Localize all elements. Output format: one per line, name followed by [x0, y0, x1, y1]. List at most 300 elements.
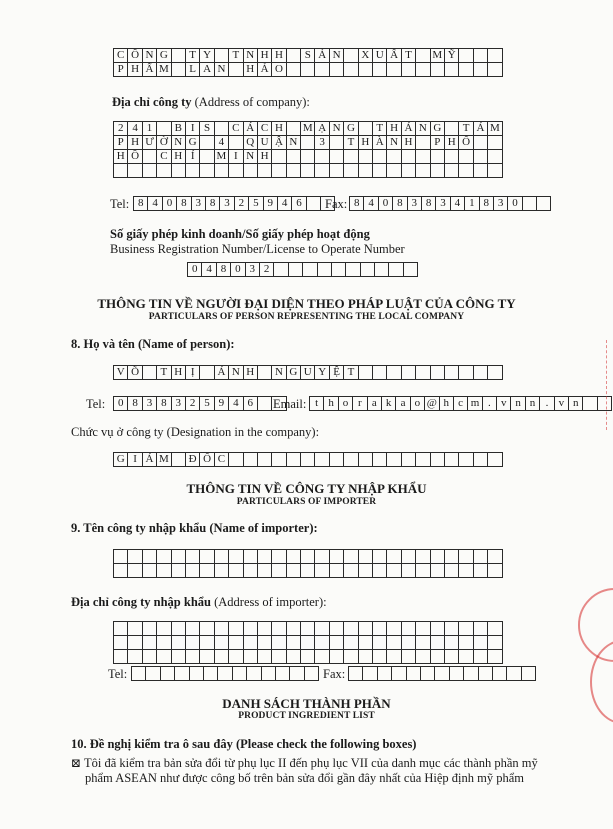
grid-cell[interactable]: L: [185, 62, 200, 77]
grid-cell[interactable]: [444, 365, 459, 380]
grid-cell[interactable]: V: [113, 365, 128, 380]
grid-cell[interactable]: [174, 666, 189, 681]
importer-fax-grid[interactable]: [348, 666, 536, 681]
grid-cell[interactable]: [458, 62, 473, 77]
grid-cell[interactable]: [329, 163, 344, 178]
grid-cell[interactable]: H: [257, 48, 272, 63]
grid-cell[interactable]: [257, 365, 272, 380]
grid-cell[interactable]: [160, 666, 175, 681]
grid-cell[interactable]: [415, 549, 430, 564]
grid-cell[interactable]: [317, 262, 332, 277]
grid-cell[interactable]: [406, 666, 421, 681]
grid-cell[interactable]: [343, 563, 358, 578]
grid-cell[interactable]: [522, 196, 537, 211]
grid-cell[interactable]: [199, 635, 214, 650]
grid-cell[interactable]: [271, 649, 286, 664]
grid-cell[interactable]: [458, 365, 473, 380]
grid-cell[interactable]: [449, 666, 464, 681]
grid-cell[interactable]: [458, 649, 473, 664]
grid-cell[interactable]: [329, 549, 344, 564]
grid-cell[interactable]: À: [372, 135, 387, 150]
grid-cell[interactable]: I: [228, 149, 243, 164]
grid-cell[interactable]: [487, 62, 502, 77]
grid-cell[interactable]: .: [539, 396, 554, 411]
grid-cell[interactable]: 5: [199, 396, 214, 411]
grid-cell[interactable]: [156, 649, 171, 664]
grid-cell[interactable]: [171, 549, 186, 564]
grid-cell[interactable]: h: [323, 396, 338, 411]
grid-cell[interactable]: [156, 549, 171, 564]
grid-cell[interactable]: [458, 48, 473, 63]
grid-cell[interactable]: [458, 621, 473, 636]
grid-cell[interactable]: Ả: [257, 62, 272, 77]
grid-cell[interactable]: [444, 149, 459, 164]
grid-cell[interactable]: [401, 163, 416, 178]
grid-cell[interactable]: [444, 452, 459, 467]
grid-cell[interactable]: [415, 365, 430, 380]
grid-cell[interactable]: T: [343, 135, 358, 150]
grid-cell[interactable]: [217, 666, 232, 681]
grid-cell[interactable]: 8: [349, 196, 364, 211]
grid-cell[interactable]: [228, 549, 243, 564]
grid-cell[interactable]: Q: [243, 135, 258, 150]
grid-cell[interactable]: [444, 563, 459, 578]
grid-cell[interactable]: [314, 621, 329, 636]
grid-cell[interactable]: [199, 365, 214, 380]
grid-cell[interactable]: [185, 649, 200, 664]
grid-cell[interactable]: [300, 135, 315, 150]
grid-cell[interactable]: k: [381, 396, 396, 411]
grid-cell[interactable]: 2: [113, 121, 128, 136]
grid-cell[interactable]: [243, 549, 258, 564]
grid-cell[interactable]: T: [372, 121, 387, 136]
grid-cell[interactable]: [300, 452, 315, 467]
grid-cell[interactable]: [401, 452, 416, 467]
grid-cell[interactable]: [358, 649, 373, 664]
grid-cell[interactable]: [430, 563, 445, 578]
grid-cell[interactable]: C: [257, 121, 272, 136]
grid-cell[interactable]: [300, 149, 315, 164]
grid-cell[interactable]: [156, 563, 171, 578]
grid-cell[interactable]: O: [271, 62, 286, 77]
grid-cell[interactable]: [430, 635, 445, 650]
grid-cell[interactable]: [386, 62, 401, 77]
grid-cell[interactable]: 2: [234, 196, 249, 211]
grid-cell[interactable]: 1: [142, 121, 157, 136]
grid-cell[interactable]: t: [309, 396, 324, 411]
grid-cell[interactable]: [458, 452, 473, 467]
grid-cell[interactable]: [189, 666, 204, 681]
grid-cell[interactable]: N: [214, 62, 229, 77]
grid-cell[interactable]: [401, 365, 416, 380]
grid-cell[interactable]: [257, 563, 272, 578]
designation-grid[interactable]: [113, 452, 503, 467]
grid-cell[interactable]: [286, 149, 301, 164]
grid-cell[interactable]: [401, 563, 416, 578]
grid-cell[interactable]: Ạ: [314, 121, 329, 136]
grid-cell[interactable]: [473, 452, 488, 467]
grid-cell[interactable]: [243, 635, 258, 650]
grid-cell[interactable]: Á: [214, 365, 229, 380]
grid-cell[interactable]: a: [367, 396, 382, 411]
grid-cell[interactable]: Y: [314, 365, 329, 380]
grid-cell[interactable]: [314, 549, 329, 564]
grid-cell[interactable]: [444, 621, 459, 636]
grid-cell[interactable]: [286, 549, 301, 564]
grid-cell[interactable]: .: [482, 396, 497, 411]
grid-cell[interactable]: 4: [214, 135, 229, 150]
grid-cell[interactable]: [142, 149, 157, 164]
grid-cell[interactable]: [473, 149, 488, 164]
grid-cell[interactable]: [273, 262, 288, 277]
grid-cell[interactable]: S: [199, 121, 214, 136]
grid-cell[interactable]: [473, 365, 488, 380]
grid-cell[interactable]: [257, 396, 272, 411]
grid-cell[interactable]: [246, 666, 261, 681]
grid-cell[interactable]: [372, 62, 387, 77]
grid-cell[interactable]: [113, 621, 128, 636]
grid-cell[interactable]: G: [430, 121, 445, 136]
grid-cell[interactable]: [185, 635, 200, 650]
grid-cell[interactable]: 4: [228, 396, 243, 411]
grid-cell[interactable]: 4: [450, 196, 465, 211]
grid-cell[interactable]: [171, 62, 186, 77]
grid-cell[interactable]: 0: [507, 196, 522, 211]
grid-cell[interactable]: 3: [191, 196, 206, 211]
grid-cell[interactable]: [401, 62, 416, 77]
grid-cell[interactable]: [386, 549, 401, 564]
grid-cell[interactable]: H: [127, 135, 142, 150]
grid-cell[interactable]: I: [127, 452, 142, 467]
grid-cell[interactable]: [473, 48, 488, 63]
grid-cell[interactable]: 8: [127, 396, 142, 411]
grid-cell[interactable]: [434, 666, 449, 681]
grid-cell[interactable]: [444, 649, 459, 664]
grid-cell[interactable]: 2: [259, 262, 274, 277]
grid-cell[interactable]: [329, 62, 344, 77]
grid-cell[interactable]: [343, 163, 358, 178]
grid-cell[interactable]: [113, 649, 128, 664]
grid-cell[interactable]: G: [343, 121, 358, 136]
grid-cell[interactable]: [171, 649, 186, 664]
grid-cell[interactable]: [487, 149, 502, 164]
grid-cell[interactable]: [331, 262, 346, 277]
grid-cell[interactable]: Ư: [142, 135, 157, 150]
grid-cell[interactable]: [358, 163, 373, 178]
business-license-grid[interactable]: [187, 262, 418, 277]
grid-cell[interactable]: 3: [219, 196, 234, 211]
grid-cell[interactable]: a: [395, 396, 410, 411]
grid-cell[interactable]: 8: [205, 196, 220, 211]
grid-cell[interactable]: 9: [263, 196, 278, 211]
grid-cell[interactable]: [271, 635, 286, 650]
grid-cell[interactable]: [386, 163, 401, 178]
grid-cell[interactable]: H: [444, 135, 459, 150]
grid-cell[interactable]: [314, 649, 329, 664]
grid-cell[interactable]: v: [496, 396, 511, 411]
grid-cell[interactable]: M: [430, 48, 445, 63]
grid-cell[interactable]: [444, 163, 459, 178]
grid-cell[interactable]: 8: [176, 196, 191, 211]
grid-cell[interactable]: [156, 163, 171, 178]
grid-cell[interactable]: [458, 149, 473, 164]
grid-cell[interactable]: n: [568, 396, 583, 411]
grid-cell[interactable]: [171, 621, 186, 636]
grid-cell[interactable]: B: [171, 121, 186, 136]
grid-cell[interactable]: 6: [291, 196, 306, 211]
grid-cell[interactable]: [286, 635, 301, 650]
grid-cell[interactable]: [430, 649, 445, 664]
grid-cell[interactable]: [444, 635, 459, 650]
grid-cell[interactable]: U: [257, 135, 272, 150]
grid-cell[interactable]: Ậ: [271, 135, 286, 150]
grid-cell[interactable]: [487, 549, 502, 564]
grid-cell[interactable]: 2: [185, 396, 200, 411]
grid-cell[interactable]: [257, 163, 272, 178]
grid-cell[interactable]: Á: [473, 121, 488, 136]
grid-cell[interactable]: U: [372, 48, 387, 63]
grid-cell[interactable]: N: [386, 135, 401, 150]
grid-cell[interactable]: [458, 163, 473, 178]
grid-cell[interactable]: [473, 163, 488, 178]
grid-cell[interactable]: [372, 163, 387, 178]
grid-cell[interactable]: [142, 549, 157, 564]
grid-cell[interactable]: 0: [378, 196, 393, 211]
grid-cell[interactable]: [286, 649, 301, 664]
grid-cell[interactable]: N: [271, 365, 286, 380]
grid-cell[interactable]: [415, 62, 430, 77]
grid-cell[interactable]: [156, 121, 171, 136]
grid-cell[interactable]: C: [113, 48, 128, 63]
grid-cell[interactable]: C: [214, 452, 229, 467]
grid-cell[interactable]: [113, 549, 128, 564]
grid-cell[interactable]: 9: [214, 396, 229, 411]
grid-cell[interactable]: 6: [243, 396, 258, 411]
grid-cell[interactable]: [214, 621, 229, 636]
grid-cell[interactable]: 4: [147, 196, 162, 211]
grid-cell[interactable]: [343, 621, 358, 636]
grid-cell[interactable]: [372, 365, 387, 380]
grid-cell[interactable]: c: [453, 396, 468, 411]
grid-cell[interactable]: [199, 621, 214, 636]
grid-cell[interactable]: [131, 666, 146, 681]
grid-cell[interactable]: [430, 149, 445, 164]
grid-cell[interactable]: [458, 563, 473, 578]
grid-cell[interactable]: [203, 666, 218, 681]
grid-cell[interactable]: H: [243, 62, 258, 77]
grid-cell[interactable]: S: [300, 48, 315, 63]
grid-cell[interactable]: Ấ: [386, 48, 401, 63]
grid-cell[interactable]: @: [424, 396, 439, 411]
grid-cell[interactable]: 8: [392, 196, 407, 211]
grid-cell[interactable]: [228, 649, 243, 664]
grid-cell[interactable]: P: [113, 135, 128, 150]
grid-cell[interactable]: [171, 452, 186, 467]
grid-cell[interactable]: [127, 635, 142, 650]
grid-cell[interactable]: [127, 621, 142, 636]
grid-cell[interactable]: [300, 163, 315, 178]
grid-cell[interactable]: [289, 666, 304, 681]
grid-cell[interactable]: Ố: [199, 452, 214, 467]
grid-cell[interactable]: [343, 649, 358, 664]
grid-cell[interactable]: [478, 666, 493, 681]
grid-cell[interactable]: P: [113, 62, 128, 77]
grid-cell[interactable]: [257, 549, 272, 564]
grid-cell[interactable]: [358, 121, 373, 136]
grid-cell[interactable]: o: [410, 396, 425, 411]
grid-cell[interactable]: [386, 563, 401, 578]
grid-cell[interactable]: [536, 196, 551, 211]
grid-cell[interactable]: [127, 163, 142, 178]
grid-cell[interactable]: [487, 163, 502, 178]
grid-cell[interactable]: 8: [133, 196, 148, 211]
grid-cell[interactable]: [487, 48, 502, 63]
grid-cell[interactable]: N: [286, 135, 301, 150]
grid-cell[interactable]: T: [156, 365, 171, 380]
grid-cell[interactable]: [288, 262, 303, 277]
grid-cell[interactable]: [343, 452, 358, 467]
grid-cell[interactable]: [127, 649, 142, 664]
grid-cell[interactable]: [487, 649, 502, 664]
grid-cell[interactable]: [444, 121, 459, 136]
grid-cell[interactable]: Ồ: [127, 149, 142, 164]
grid-cell[interactable]: [343, 549, 358, 564]
grid-cell[interactable]: [314, 563, 329, 578]
grid-cell[interactable]: [271, 563, 286, 578]
grid-cell[interactable]: [314, 62, 329, 77]
grid-cell[interactable]: [271, 549, 286, 564]
grid-cell[interactable]: Ệ: [329, 365, 344, 380]
grid-cell[interactable]: C: [156, 149, 171, 164]
grid-cell[interactable]: h: [439, 396, 454, 411]
grid-cell[interactable]: v: [554, 396, 569, 411]
grid-cell[interactable]: [145, 666, 160, 681]
grid-cell[interactable]: N: [228, 365, 243, 380]
grid-cell[interactable]: [243, 621, 258, 636]
grid-cell[interactable]: 8: [421, 196, 436, 211]
grid-cell[interactable]: [358, 149, 373, 164]
grid-cell[interactable]: 4: [127, 121, 142, 136]
grid-cell[interactable]: [415, 163, 430, 178]
grid-cell[interactable]: H: [243, 365, 258, 380]
grid-cell[interactable]: 3: [407, 196, 422, 211]
grid-cell[interactable]: N: [415, 121, 430, 136]
grid-cell[interactable]: [506, 666, 521, 681]
grid-cell[interactable]: [430, 365, 445, 380]
grid-cell[interactable]: [302, 262, 317, 277]
grid-cell[interactable]: H: [113, 149, 128, 164]
grid-cell[interactable]: M: [300, 121, 315, 136]
grid-cell[interactable]: [458, 635, 473, 650]
grid-cell[interactable]: [343, 48, 358, 63]
importer-name-grid[interactable]: [113, 549, 503, 578]
grid-cell[interactable]: [521, 666, 536, 681]
grid-cell[interactable]: M: [156, 62, 171, 77]
grid-cell[interactable]: [304, 666, 319, 681]
grid-cell[interactable]: [228, 563, 243, 578]
grid-cell[interactable]: [415, 452, 430, 467]
grid-cell[interactable]: [199, 563, 214, 578]
grid-cell[interactable]: [127, 563, 142, 578]
grid-cell[interactable]: N: [329, 48, 344, 63]
grid-cell[interactable]: [171, 635, 186, 650]
grid-cell[interactable]: H: [386, 121, 401, 136]
grid-cell[interactable]: [199, 135, 214, 150]
grid-cell[interactable]: [487, 135, 502, 150]
grid-cell[interactable]: [487, 365, 502, 380]
grid-cell[interactable]: T: [401, 48, 416, 63]
grid-cell[interactable]: [415, 149, 430, 164]
grid-cell[interactable]: m: [467, 396, 482, 411]
grid-cell[interactable]: [372, 149, 387, 164]
grid-cell[interactable]: [199, 549, 214, 564]
grid-cell[interactable]: [228, 163, 243, 178]
company-tel-grid[interactable]: [133, 196, 335, 211]
grid-cell[interactable]: [261, 666, 276, 681]
grid-cell[interactable]: [401, 649, 416, 664]
grid-cell[interactable]: Ờ: [156, 135, 171, 150]
grid-cell[interactable]: [372, 563, 387, 578]
grid-cell[interactable]: [156, 621, 171, 636]
grid-cell[interactable]: H: [171, 149, 186, 164]
grid-cell[interactable]: H: [358, 135, 373, 150]
grid-cell[interactable]: [228, 621, 243, 636]
grid-cell[interactable]: 1: [464, 196, 479, 211]
grid-cell[interactable]: [487, 563, 502, 578]
grid-cell[interactable]: [343, 62, 358, 77]
grid-cell[interactable]: [228, 62, 243, 77]
grid-cell[interactable]: [185, 621, 200, 636]
grid-cell[interactable]: [386, 365, 401, 380]
grid-cell[interactable]: [582, 396, 597, 411]
grid-cell[interactable]: H: [127, 62, 142, 77]
grid-cell[interactable]: [228, 135, 243, 150]
grid-cell[interactable]: 8: [156, 396, 171, 411]
grid-cell[interactable]: [228, 452, 243, 467]
grid-cell[interactable]: [430, 549, 445, 564]
grid-cell[interactable]: [372, 549, 387, 564]
grid-cell[interactable]: [300, 563, 315, 578]
grid-cell[interactable]: [430, 163, 445, 178]
grid-cell[interactable]: [430, 62, 445, 77]
grid-cell[interactable]: Ị: [185, 365, 200, 380]
grid-cell[interactable]: [362, 666, 377, 681]
grid-cell[interactable]: [487, 635, 502, 650]
grid-cell[interactable]: [243, 163, 258, 178]
grid-cell[interactable]: [300, 621, 315, 636]
grid-cell[interactable]: Ỹ: [444, 48, 459, 63]
grid-cell[interactable]: M: [156, 452, 171, 467]
grid-cell[interactable]: [386, 621, 401, 636]
grid-cell[interactable]: 0: [187, 262, 202, 277]
grid-cell[interactable]: [492, 666, 507, 681]
grid-cell[interactable]: [415, 649, 430, 664]
grid-cell[interactable]: Ả: [314, 48, 329, 63]
grid-cell[interactable]: P: [430, 135, 445, 150]
grid-cell[interactable]: [358, 621, 373, 636]
grid-cell[interactable]: [386, 149, 401, 164]
grid-cell[interactable]: [257, 635, 272, 650]
grid-cell[interactable]: [275, 666, 290, 681]
checked-box-icon[interactable]: ⊠: [71, 756, 82, 770]
grid-cell[interactable]: [232, 666, 247, 681]
grid-cell[interactable]: [374, 262, 389, 277]
grid-cell[interactable]: [185, 563, 200, 578]
grid-cell[interactable]: Ô: [127, 48, 142, 63]
grid-cell[interactable]: 5: [248, 196, 263, 211]
grid-cell[interactable]: [113, 635, 128, 650]
grid-cell[interactable]: 4: [277, 196, 292, 211]
